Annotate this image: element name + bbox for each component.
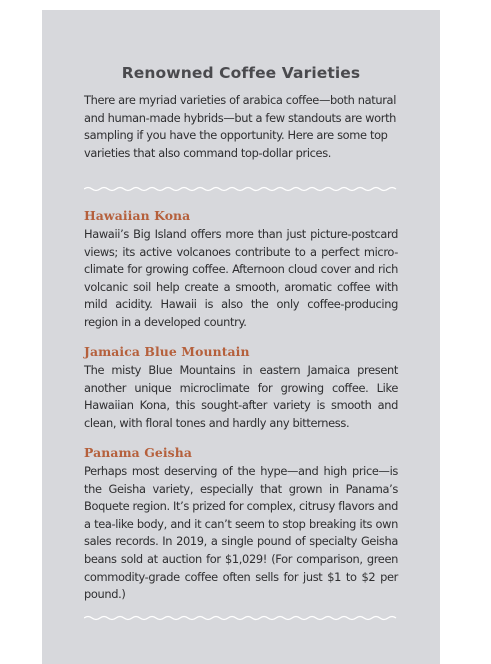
wave-divider-bottom [84,614,398,622]
variety-description-panama-geisha: Perhaps most deserving of the hype—and high price—is the Geisha variety, especially that grown in Panama’s Boquete region. It’s prized for complex, citrusy flavors and a tea-like body, and it can’t seem to stop breaking its own sales records. In 2019, a single pound of specialty Geisha beans sold at auction for $1,029! (For comparison, green commodity-grade coffee often sells for just $1 to $2 per pound.) [84,464,398,602]
variety-description-hawaiian-kona: Hawaii’s Big Island offers more than just picture-postcard views; its active volcanoes contribute to a perfect micro-climate for growing coffee. Afternoon cloud cover and rich volcanic soil help create a smooth, aromatic coffee with mild acidity. Hawaii is also the only coffee-producing region in a developed country. [84,227,398,329]
sidebar-title: Renowned Coffee Varieties [121,64,361,82]
variety-heading-panama-geisha: Panama Geisha [84,445,192,460]
sidebar-intro: There are myriad varieties of arabica coffee—both natural and human-made hybrids—but a few standouts are worth sampling if you have the opportunity. Here are some top varieties that also command top-dollar prices. [84,93,397,160]
variety-heading-hawaiian-kona: Hawaiian Kona [84,208,191,223]
sidebar-panel [42,10,440,664]
variety-heading-jamaica-blue-mountain: Jamaica Blue Mountain [84,344,250,359]
wave-divider-top [84,185,398,193]
variety-description-jamaica-blue-mountain: The misty Blue Mountains in eastern Jamaica present another unique microclimate for growing coffee. Like Hawaiian Kona, this sought-after variety is smooth and clean, with floral tones and hardly any bitterness. [84,363,398,430]
